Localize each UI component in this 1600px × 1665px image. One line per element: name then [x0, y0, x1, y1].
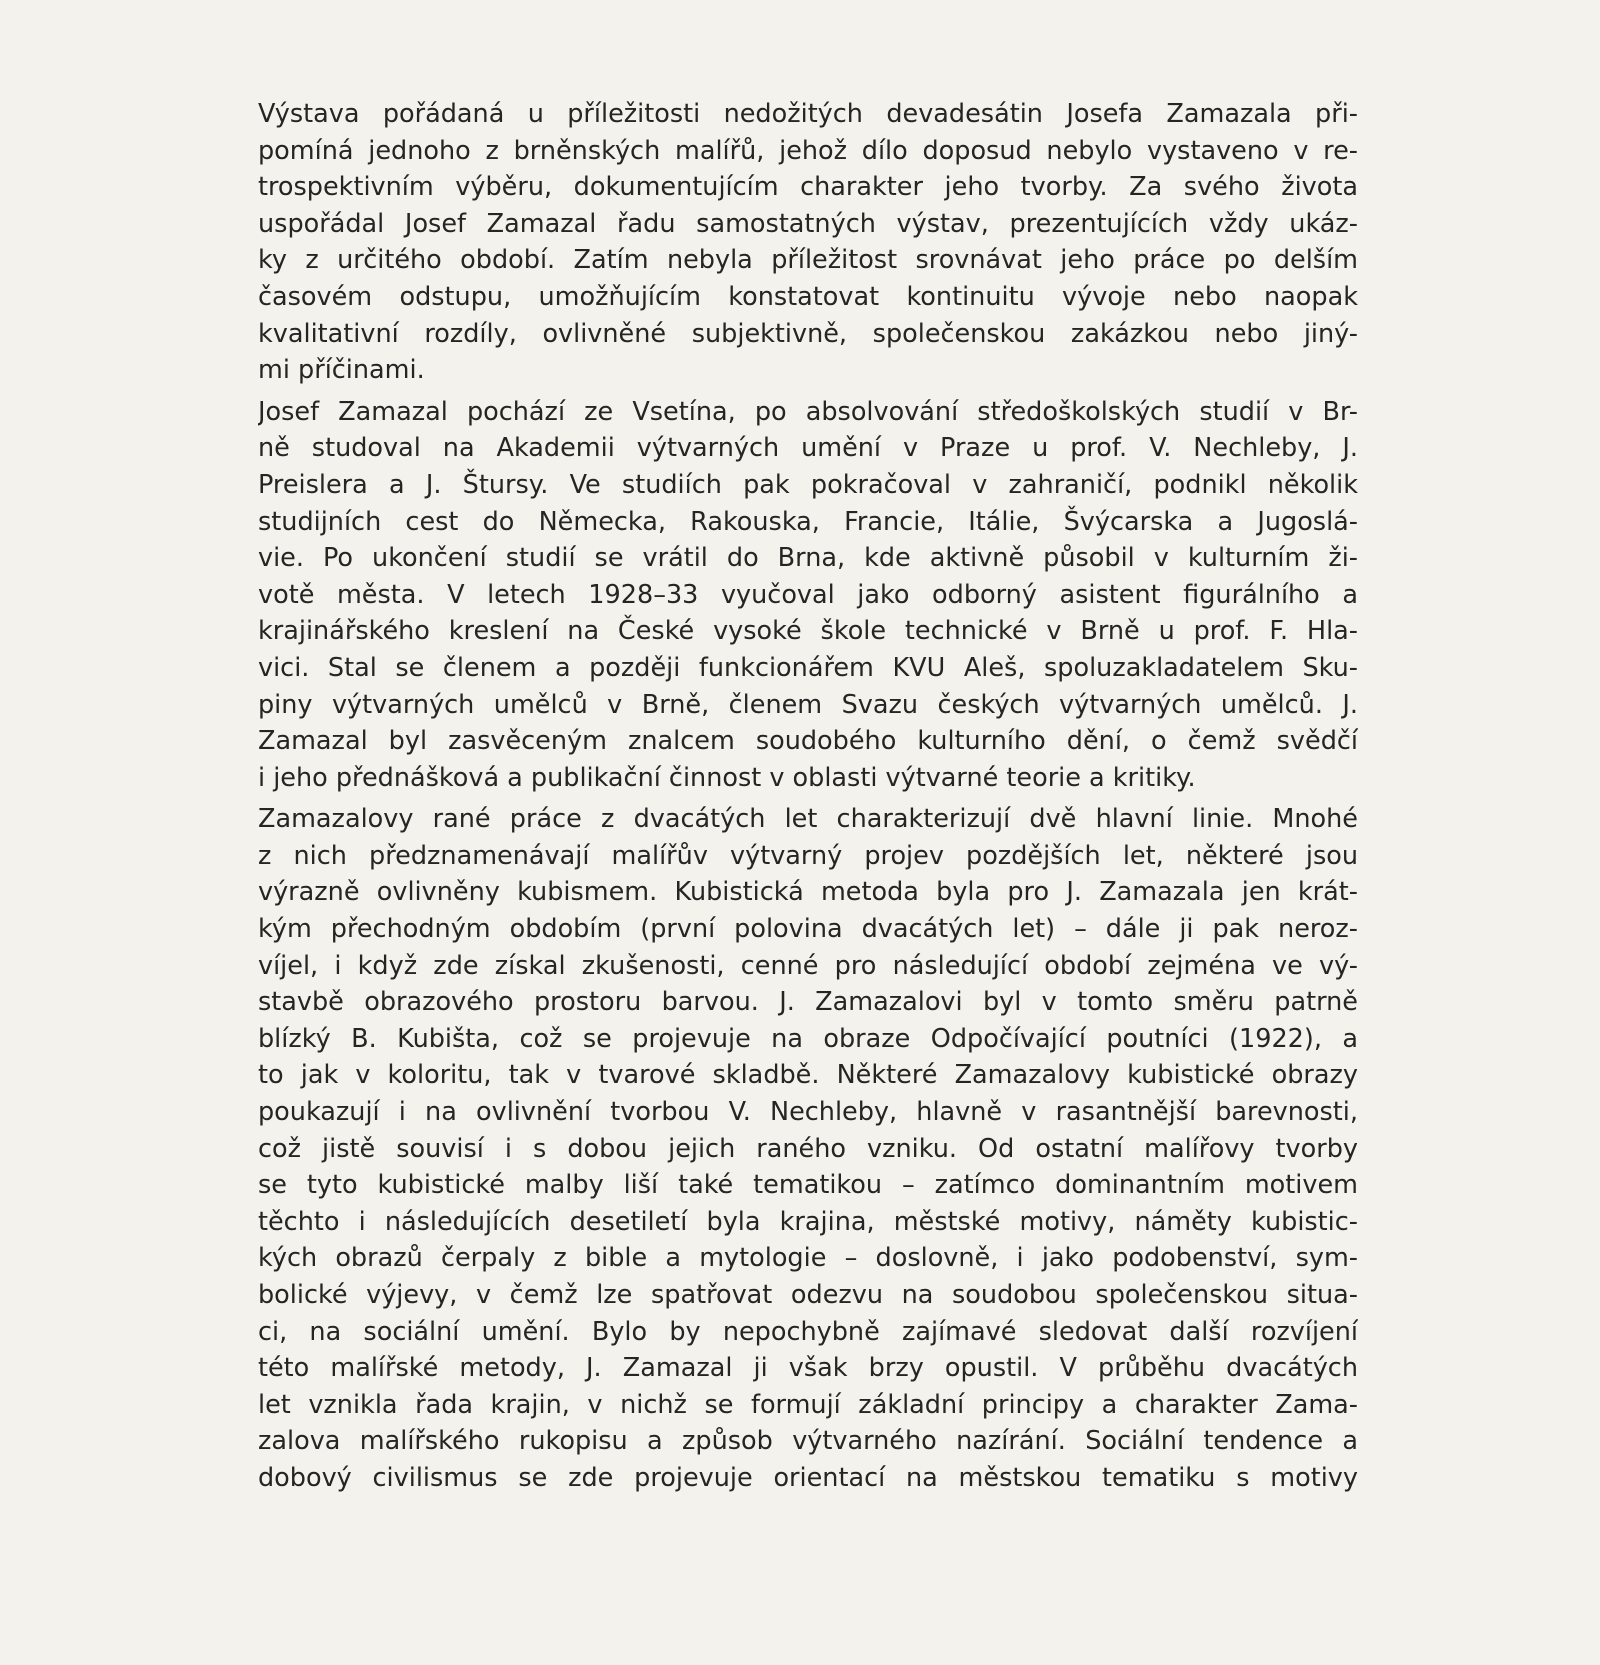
text-line: kých obrazů čerpaly z bible a mytologie – doslovně, i jako podobenství, sym-	[258, 1243, 1358, 1274]
body-text	[258, 96, 1358, 1497]
text-line: ci, na sociální umění. Bylo by nepochybně zajímavé sledovat další rozvíjení	[258, 1316, 1358, 1347]
text-line: zalova malířského rukopisu a způsob výtvarného nazírání. Sociální tendence a	[258, 1426, 1358, 1457]
text-line: což jistě souvisí i s dobou jejich raného vzniku. Od ostatní malířovy tvorby	[258, 1133, 1358, 1164]
text-line: blízký B. Kubišta, což se projevuje na obraze Odpočívající poutníci (1922), a	[258, 1023, 1358, 1054]
text-line: těchto i následujících desetiletí byla krajina, městské motivy, náměty kubistic-	[258, 1206, 1358, 1237]
text-line: mi příčinami.	[258, 355, 425, 386]
text-line: ky z určitého období. Zatím nebyla příležitost srovnávat jeho práce po delším	[258, 245, 1358, 276]
text-line: ně studoval na Akademii výtvarných umění v Praze u prof. V. Nechleby, J.	[258, 433, 1358, 464]
text-line: z nich předznamenávají malířův výtvarný projev pozdějších let, některé jsou	[258, 840, 1358, 871]
text-line: kvalitativní rozdíly, ovlivněné subjektivně, společenskou zakázkou nebo jiný-	[258, 318, 1358, 349]
text-line: Výstava pořádaná u příležitosti nedožitých devadesátin Josefa Zamazala při-	[258, 99, 1358, 129]
text-line: výrazně ovlivněny kubismem. Kubistická metoda byla pro J. Zamazala jen krát-	[258, 877, 1358, 908]
text-line: vici. Stal se členem a později funkcionářem KVU Aleš, spoluzakladatelem Sku-	[258, 652, 1358, 683]
text-line: bolické výjevy, v čemž lze spatřovat odezvu na soudobou společenskou situa-	[258, 1280, 1358, 1310]
paragraph-2	[258, 394, 1358, 797]
paragraph-3	[258, 801, 1358, 1496]
text-line: poukazují i na ovlivnění tvorbou V. Nechleby, hlavně v rasantnější barevnosti,	[258, 1097, 1358, 1128]
text-line: dobový civilismus se zde projevuje orientací na městskou tematiku s motivy	[258, 1462, 1358, 1493]
text-line: Preislera a J. Štursy. Ve studiích pak pokračoval v zahraničí, podnikl několik	[258, 469, 1358, 500]
text-line: vie. Po ukončení studií se vrátil do Brna, kde aktivně působil v kulturním ži-	[258, 543, 1358, 574]
text-line: i jeho přednášková a publikační činnost v oblasti výtvarné teorie a kritiky.	[258, 762, 1196, 793]
text-line: kým přechodným obdobím (první polovina dvacátých let) – dále ji pak neroz-	[258, 914, 1358, 945]
text-line: to jak v koloritu, tak v tvarové skladbě. Některé Zamazalovy kubistické obrazy	[258, 1060, 1358, 1091]
text-line: Zamazal byl zasvěceným znalcem soudobého kulturního dění, o čemž svědčí	[258, 726, 1358, 757]
text-line: časovém odstupu, umožňujícím konstatovat kontinuitu vývoje nebo naopak	[258, 281, 1358, 312]
text-line: trospektivním výběru, dokumentujícím charakter jeho tvorby. Za svého života	[258, 172, 1358, 203]
text-line: let vznikla řada krajin, v nichž se formují základní principy a charakter Zama-	[258, 1389, 1358, 1420]
text-line: uspořádal Josef Zamazal řadu samostatných výstav, prezentujících vždy ukáz-	[258, 208, 1358, 239]
text-line: krajinářského kreslení na České vysoké škole technické v Brně u prof. F. Hla-	[258, 616, 1358, 647]
text-line: Josef Zamazal pochází ze Vsetína, po absolvování středoškolských studií v Br-	[258, 396, 1358, 427]
text-line: této malířské metody, J. Zamazal ji však brzy opustil. V průběhu dvacátých	[258, 1353, 1358, 1384]
text-line: stavbě obrazového prostoru barvou. J. Zamazalovi byl v tomto směru patrně	[258, 987, 1358, 1018]
text-line: pomíná jednoho z brněnských malířů, jehož dílo doposud nebylo vystaveno v re-	[258, 135, 1358, 166]
text-line: piny výtvarných umělců v Brně, členem Svazu českých výtvarných umělců. J.	[258, 689, 1358, 720]
text-line: víjel, i když zde získal zkušenosti, cenné pro následující období zejména ve vý-	[258, 950, 1358, 981]
text-line: Zamazalovy rané práce z dvacátých let charakterizují dvě hlavní linie. Mnohé	[258, 804, 1358, 835]
text-line: studijních cest do Německa, Rakouska, Francie, Itálie, Švýcarska a Jugoslá-	[258, 506, 1358, 537]
text-line: votě města. V letech 1928–33 vyučoval jako odborný asistent figurálního a	[258, 579, 1358, 610]
text-line: se tyto kubistické malby liší také tematikou – zatímco dominantním motivem	[258, 1170, 1358, 1201]
paragraph-1	[258, 96, 1358, 389]
